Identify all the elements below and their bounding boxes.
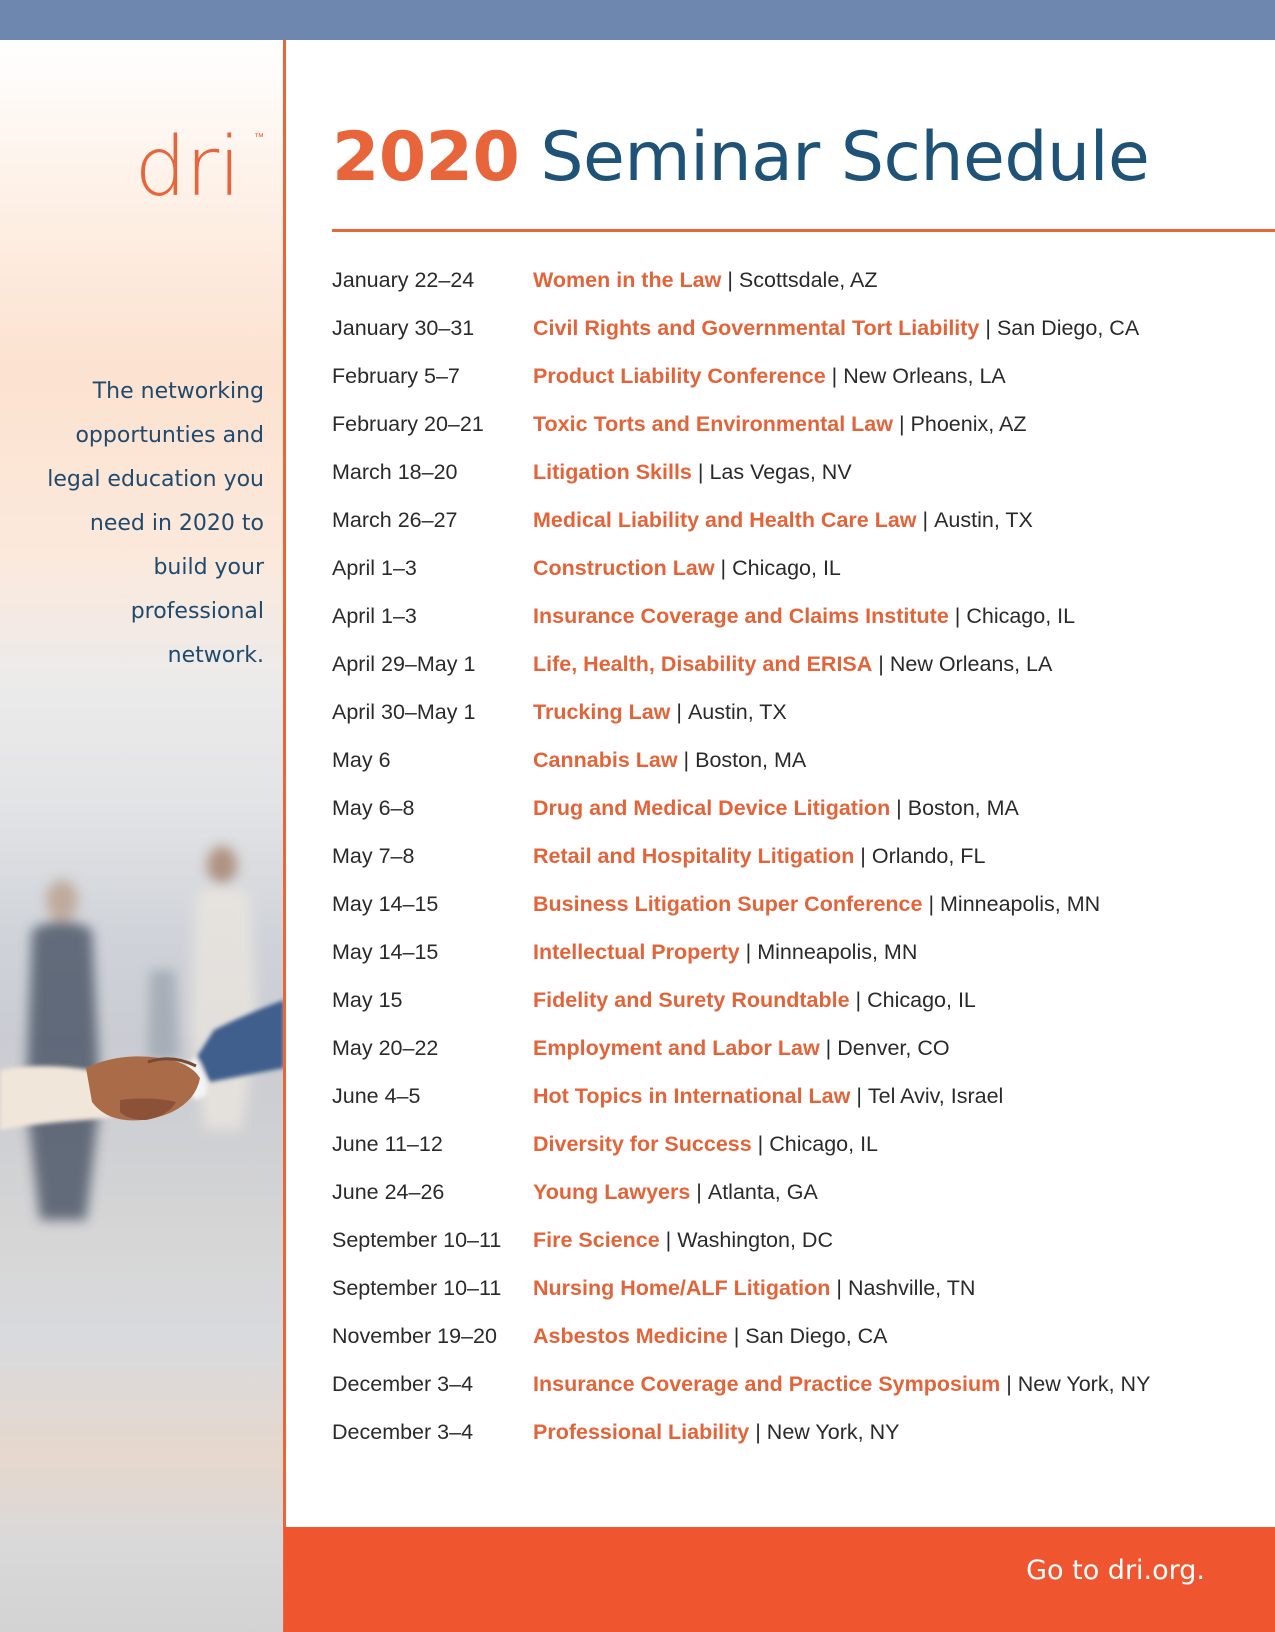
separator: |	[677, 747, 696, 772]
schedule-row	[332, 592, 1252, 640]
seminar-date: May 7–8	[332, 843, 415, 868]
seminar-location: New Orleans, LA	[889, 651, 1053, 676]
schedule-row	[332, 880, 1252, 928]
seminar-date: June 4–5	[332, 1083, 421, 1108]
seminar-location: New York, NY	[1017, 1371, 1151, 1396]
seminar-date: June 11–12	[332, 1131, 443, 1156]
title-year: 2020	[332, 118, 520, 197]
seminar-location: Washington, DC	[677, 1227, 833, 1252]
separator: |	[979, 315, 997, 340]
separator: |	[872, 651, 890, 676]
seminar-location: New Orleans, LA	[843, 363, 1006, 388]
seminar-location: Phoenix, AZ	[910, 411, 1027, 436]
seminar-location: Chicago, IL	[966, 603, 1076, 628]
seminar-title-link[interactable]: Employment and Labor Law	[533, 1035, 820, 1060]
handshake-photo	[0, 800, 284, 1320]
separator: |	[739, 939, 758, 964]
separator: |	[948, 603, 967, 628]
seminar-date: December 3–4	[332, 1419, 474, 1444]
footer-link[interactable]: Go to dri.org.	[1026, 1555, 1205, 1586]
schedule-row	[332, 352, 1252, 400]
seminar-title-link[interactable]: Women in the Law	[533, 267, 722, 292]
seminar-title-link[interactable]: Life, Health, Disability and ERISA	[533, 651, 873, 676]
seminar-date: November 19–20	[332, 1323, 497, 1348]
separator: |	[751, 1131, 770, 1156]
seminar-date: May 20–22	[332, 1035, 439, 1060]
separator: |	[727, 1323, 746, 1348]
schedule-row	[332, 304, 1252, 352]
seminar-schedule-list	[332, 256, 1252, 1456]
schedule-row	[332, 1360, 1252, 1408]
seminar-location: Tel Aviv, Israel	[867, 1083, 1004, 1108]
separator: |	[830, 1275, 848, 1300]
seminar-date: April 1–3	[332, 603, 417, 628]
seminar-date: January 22–24	[332, 267, 475, 292]
seminar-date: September 10–11	[332, 1275, 502, 1300]
seminar-title-link[interactable]: Civil Rights and Governmental Tort Liability	[533, 315, 980, 340]
separator: |	[819, 1035, 838, 1060]
top-bar	[0, 0, 1275, 40]
sidebar	[0, 40, 284, 1632]
separator: |	[670, 699, 688, 724]
seminar-location: Chicago, IL	[769, 1131, 879, 1156]
seminar-date: April 29–May 1	[332, 651, 476, 676]
seminar-date: March 26–27	[332, 507, 458, 532]
schedule-row	[332, 496, 1252, 544]
sidebar-divider	[283, 40, 286, 1632]
seminar-title-link[interactable]: Trucking Law	[533, 699, 671, 724]
schedule-row	[332, 1120, 1252, 1168]
separator: |	[1000, 1371, 1018, 1396]
separator: |	[749, 1419, 767, 1444]
seminar-location: San Diego, CA	[996, 315, 1140, 340]
separator: |	[659, 1227, 678, 1252]
seminar-date: February 5–7	[332, 363, 460, 388]
schedule-row	[332, 544, 1252, 592]
seminar-location: Denver, CO	[837, 1035, 950, 1060]
seminar-date: December 3–4	[332, 1371, 474, 1396]
schedule-row	[332, 928, 1252, 976]
seminar-title-link[interactable]: Business Litigation Super Conference	[533, 891, 923, 916]
seminar-location: New York, NY	[766, 1419, 900, 1444]
page-title	[332, 118, 1149, 197]
separator: |	[854, 843, 872, 868]
seminar-location: Las Vegas, NV	[709, 459, 852, 484]
seminar-location: Atlanta, GA	[707, 1179, 818, 1204]
schedule-row	[332, 1168, 1252, 1216]
seminar-title-link[interactable]: Product Liability Conference	[533, 363, 826, 388]
seminar-title-link[interactable]: Cannabis Law	[533, 747, 678, 772]
seminar-date: April 1–3	[332, 555, 417, 580]
separator: |	[892, 411, 911, 436]
schedule-row	[332, 784, 1252, 832]
schedule-row	[332, 688, 1252, 736]
seminar-date: February 20–21	[332, 411, 484, 436]
seminar-title-link[interactable]: Toxic Torts and Environmental Law	[533, 411, 893, 436]
separator: |	[721, 267, 739, 292]
schedule-row	[332, 1312, 1252, 1360]
schedule-row	[332, 736, 1252, 784]
seminar-date: April 30–May 1	[332, 699, 476, 724]
seminar-title-link[interactable]: Fire Science	[533, 1227, 660, 1252]
seminar-title-link[interactable]: Asbestos Medicine	[533, 1323, 728, 1348]
seminar-title-link[interactable]: Hot Topics in International Law	[533, 1083, 851, 1108]
seminar-date: May 6–8	[332, 795, 415, 820]
separator: |	[690, 1179, 708, 1204]
seminar-location: Austin, TX	[934, 507, 1033, 532]
schedule-row	[332, 1408, 1252, 1456]
seminar-title-link[interactable]: Drug and Medical Device Litigation	[533, 795, 891, 820]
seminar-title-link[interactable]: Litigation Skills	[533, 459, 692, 484]
seminar-location: Austin, TX	[687, 699, 787, 724]
schedule-row	[332, 448, 1252, 496]
seminar-location: San Diego, CA	[745, 1323, 888, 1348]
schedule-row	[332, 976, 1252, 1024]
seminar-title-link[interactable]: Fidelity and Surety Roundtable	[533, 987, 850, 1012]
seminar-location: Boston, MA	[907, 795, 1019, 820]
seminar-title-link[interactable]: Insurance Coverage and Claims Institute	[533, 603, 949, 628]
title-rule	[332, 229, 1275, 232]
schedule-row	[332, 256, 1252, 304]
seminar-title-link[interactable]: Construction Law	[533, 555, 715, 580]
seminar-title-link[interactable]: Diversity for Success	[533, 1131, 752, 1156]
seminar-title-link[interactable]: Nursing Home/ALF Litigation	[533, 1275, 831, 1300]
seminar-date: January 30–31	[332, 315, 475, 340]
title-text: Seminar Schedule	[540, 118, 1150, 197]
seminar-title-link[interactable]: Retail and Hospitality Litigation	[533, 843, 855, 868]
separator: |	[849, 987, 868, 1012]
separator: |	[825, 363, 844, 388]
schedule-row	[332, 1072, 1252, 1120]
seminar-date: September 10–11	[332, 1227, 502, 1252]
seminar-title-link[interactable]: Medical Liability and Health Care Law	[533, 507, 917, 532]
seminar-location: Orlando, FL	[871, 843, 986, 868]
schedule-row	[332, 400, 1252, 448]
separator: |	[922, 891, 941, 916]
seminar-location: Scottsdale, AZ	[738, 267, 878, 292]
separator: |	[850, 1083, 868, 1108]
footer-bar	[284, 1527, 1275, 1632]
seminar-title-link[interactable]: Intellectual Property	[533, 939, 740, 964]
separator: |	[714, 555, 733, 580]
schedule-row	[332, 1216, 1252, 1264]
seminar-title-link[interactable]: Insurance Coverage and Practice Symposium	[533, 1371, 1001, 1396]
trademark-symbol: ™	[254, 132, 264, 143]
seminar-date: May 14–15	[332, 891, 439, 916]
seminar-title-link[interactable]: Professional Liability	[533, 1419, 750, 1444]
seminar-date: June 24–26	[332, 1179, 445, 1204]
seminar-title-link[interactable]: Young Lawyers	[533, 1179, 691, 1204]
seminar-location: Boston, MA	[695, 747, 807, 772]
seminar-location: Minneapolis, MN	[757, 939, 918, 964]
separator: |	[916, 507, 935, 532]
schedule-row	[332, 640, 1252, 688]
seminar-location: Nashville, TN	[847, 1275, 976, 1300]
separator: |	[691, 459, 710, 484]
dri-logo: dri	[134, 120, 240, 215]
seminar-date: May 15	[332, 987, 403, 1012]
sidebar-tagline: The networking opportunties and legal education you need in 2020 to build your professional network.	[47, 379, 264, 668]
seminar-location: Chicago, IL	[732, 555, 841, 580]
seminar-location: Chicago, IL	[867, 987, 976, 1012]
seminar-location: Minneapolis, MN	[940, 891, 1101, 916]
seminar-date: May 14–15	[332, 939, 439, 964]
schedule-row	[332, 1024, 1252, 1072]
schedule-row	[332, 832, 1252, 880]
separator: |	[890, 795, 908, 820]
seminar-date: March 18–20	[332, 459, 458, 484]
seminar-date: May 6	[332, 747, 391, 772]
schedule-row	[332, 1264, 1252, 1312]
